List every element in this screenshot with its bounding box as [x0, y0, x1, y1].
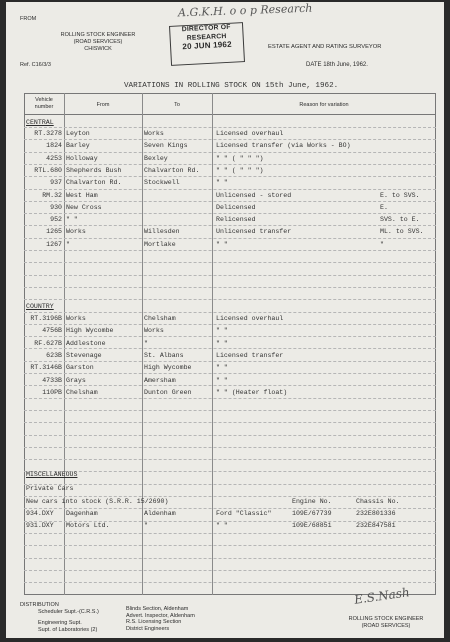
ruled-line	[24, 262, 436, 263]
code-change: ML. to SVS.	[380, 228, 424, 236]
vehicle-number: 623B	[46, 351, 62, 359]
chassis-number: 232E801336	[356, 510, 396, 517]
from-depot: New Cross	[66, 203, 102, 211]
reason: " " ( " " ")	[216, 154, 264, 162]
to-depot: High Wycombe	[144, 364, 192, 372]
to-depot: Works	[144, 327, 164, 335]
vehicle-model: Ford "Classic"	[216, 510, 272, 517]
vehicle-number: RT.3278	[34, 130, 62, 137]
ruled-line	[24, 312, 436, 313]
reference-number: Ref. C16/3/3	[20, 62, 51, 68]
to-depot: St. Albans	[144, 351, 184, 359]
reason: Relicensed	[216, 216, 256, 224]
to-depot: "	[144, 522, 148, 530]
ruled-line	[24, 570, 436, 571]
vehicle-number: RTL.680	[34, 166, 62, 174]
distribution-label: DISTRIBUTION	[20, 602, 59, 608]
ruled-line	[24, 250, 436, 251]
reason: " "	[216, 179, 228, 187]
from-depot: Chelsham	[66, 388, 98, 396]
ruled-line	[24, 127, 436, 128]
reason: " "	[216, 240, 228, 248]
ruled-line	[24, 385, 436, 386]
from-depot: West Ham	[66, 191, 98, 199]
ruled-line	[24, 164, 436, 165]
ruled-line	[24, 238, 436, 239]
to-depot: "	[144, 339, 148, 347]
ruled-line	[24, 410, 436, 411]
from-depot: Garston	[66, 364, 94, 372]
from-depot: Chalvarton Rd.	[66, 179, 122, 187]
vehicle-number: 110PB	[42, 388, 62, 396]
ruled-line	[24, 336, 436, 337]
distribution-middle: Blinds Section, Aldenham Advert. Inspector, Aldenham R.S. Licensing Section District Engineers	[126, 606, 195, 632]
ruled-line	[24, 275, 436, 276]
ruled-line	[24, 496, 436, 497]
from-depot: Barley	[66, 142, 90, 150]
to-depot: Bexley	[144, 154, 168, 162]
ruled-line	[24, 189, 436, 190]
distribution-left: Scheduler Supt.-(C.R.S.) Engineering Supt. Supt. of Laboratories (2)	[38, 609, 99, 633]
to-depot: Dunton Green	[144, 388, 192, 396]
reason: Licensed overhaul	[216, 130, 284, 137]
document-title: VARIATIONS IN ROLLING STOCK ON 15th June, 1962.	[124, 82, 339, 90]
section-miscellaneous: MISCELLANEOUS	[26, 471, 78, 478]
chassis-no-header: Chassis No.	[356, 498, 400, 505]
handwritten-note: A.G.K.H. o o p Research	[177, 2, 313, 20]
ruled-line	[24, 484, 436, 485]
from-depot: Leyton	[66, 130, 90, 137]
from-depot: Works	[66, 315, 86, 322]
ruled-line	[24, 545, 436, 546]
vehicle-number: 4756B	[42, 327, 62, 335]
to-depot: Chelsham	[144, 315, 176, 322]
ruled-line	[24, 139, 436, 140]
recipient: ESTATE AGENT AND RATING SURVEYOR	[268, 44, 382, 50]
to-depot: Works	[144, 130, 164, 137]
vehicle-number: RM.32	[42, 191, 62, 199]
from-depot: High Wycombe	[66, 327, 114, 335]
reason: Unlicensed - stored	[216, 191, 292, 199]
ruled-line	[24, 582, 436, 583]
code-change: E.	[380, 203, 388, 211]
document-date: DATE 18th June, 1962.	[306, 62, 368, 68]
from-depot: Shepherds Bush	[66, 166, 122, 174]
vehicle-number: RT.3146B	[30, 364, 62, 372]
from-depot: Grays	[66, 376, 86, 384]
vehicle-number: 934.DXY	[26, 510, 54, 517]
engine-number: 109E/67739	[292, 510, 332, 517]
vehicle-number: 4253	[46, 154, 62, 162]
vehicle-number: RF.627B	[34, 339, 62, 347]
to-depot: Willesden	[144, 228, 180, 236]
reason: Licensed transfer (via Works - BO)	[216, 142, 351, 150]
from-depot: Stevenage	[66, 351, 102, 359]
ruled-line	[24, 447, 436, 448]
to-depot: Amersham	[144, 376, 176, 384]
document-page	[6, 2, 444, 638]
code-change: "	[380, 240, 384, 248]
col-header-reason: Reason for variation	[299, 102, 349, 108]
vehicle-number: 1267	[46, 240, 62, 248]
received-stamp: DIRECTOR OF RESEARCH 20 JUN 1962	[169, 22, 245, 66]
code-change: E. to SVS.	[380, 191, 420, 199]
vehicle-number: 937	[50, 179, 62, 187]
from-label: FROM	[20, 16, 37, 22]
vehicle-number: 930	[50, 203, 62, 211]
to-depot: Aldenham	[144, 510, 176, 517]
engine-number: 109E/68851	[292, 522, 332, 530]
signature: E.S.Nash	[353, 585, 411, 607]
code-change: SVS. to E.	[380, 216, 420, 224]
reason: Licensed overhaul	[216, 315, 284, 322]
ruled-line	[24, 459, 436, 460]
chassis-number: 232E847581	[356, 522, 396, 530]
to-depot: Stockwell	[144, 179, 180, 187]
col-header-to: To	[174, 102, 180, 108]
col-header-vehicle: Vehicle number	[34, 97, 54, 110]
reason: " " ( " " ")	[216, 166, 264, 174]
reason: Licensed transfer	[216, 351, 284, 359]
vehicle-number: 952	[50, 216, 62, 224]
from-depot: Addlestone	[66, 339, 106, 347]
reason: " "	[216, 339, 228, 347]
reason: Unlicensed transfer	[216, 228, 292, 236]
ruled-line	[24, 422, 436, 423]
ruled-line	[24, 435, 436, 436]
new-cars-label: New cars into stock (S.R.R. 15/2690)	[26, 498, 169, 505]
ruled-line	[24, 471, 436, 472]
ruled-line	[24, 348, 436, 349]
ruled-line	[24, 225, 436, 226]
vehicle-number: RT.3196B	[30, 315, 62, 322]
ruled-line	[24, 176, 436, 177]
ruled-line	[24, 398, 436, 399]
ruled-line	[24, 213, 436, 214]
vehicle-model: " "	[216, 522, 228, 530]
from-lines: ROLLING STOCK ENGINEER (ROAD SERVICES) CHISWICK	[60, 32, 136, 52]
from-depot: Dagenham	[66, 510, 98, 517]
signatory-title: ROLLING STOCK ENGINEER (ROAD SERVICES)	[348, 616, 424, 629]
from-depot: "	[66, 240, 70, 248]
reason: " "	[216, 327, 228, 335]
vehicle-number: 931.DXY	[26, 522, 54, 530]
reason: " "	[216, 376, 228, 384]
ruled-line	[24, 373, 436, 374]
from-depot: " "	[66, 216, 78, 224]
from-depot: Motors Ltd.	[66, 522, 110, 530]
section-country: COUNTRY	[26, 303, 54, 310]
to-depot: Seven Kings	[144, 142, 188, 150]
ruled-line	[24, 287, 436, 288]
reason: Delicensed	[216, 203, 256, 211]
from-depot: Works	[66, 228, 86, 236]
engine-no-header: Engine No.	[292, 498, 332, 505]
ruled-line	[24, 361, 436, 362]
ruled-line	[24, 558, 436, 559]
section-central: CENTRAL	[26, 119, 54, 126]
ruled-line	[24, 201, 436, 202]
vehicle-number: 4733B	[42, 376, 62, 384]
vehicle-number: 1265	[46, 228, 62, 236]
ruled-line	[24, 324, 436, 325]
from-depot: Holloway	[66, 154, 98, 162]
col-header-from: From	[96, 102, 110, 108]
private-cars-label: Private Cars	[26, 485, 74, 492]
ruled-line	[24, 299, 436, 300]
table-header-rule	[24, 114, 436, 115]
to-depot: Chalvarton Rd.	[144, 166, 200, 174]
reason: " "	[216, 364, 228, 372]
to-depot: Mortlake	[144, 240, 176, 248]
reason: " " (Heater float)	[216, 388, 288, 396]
ruled-line	[24, 152, 436, 153]
vehicle-number: 1824	[46, 142, 62, 150]
ruled-line	[24, 533, 436, 534]
